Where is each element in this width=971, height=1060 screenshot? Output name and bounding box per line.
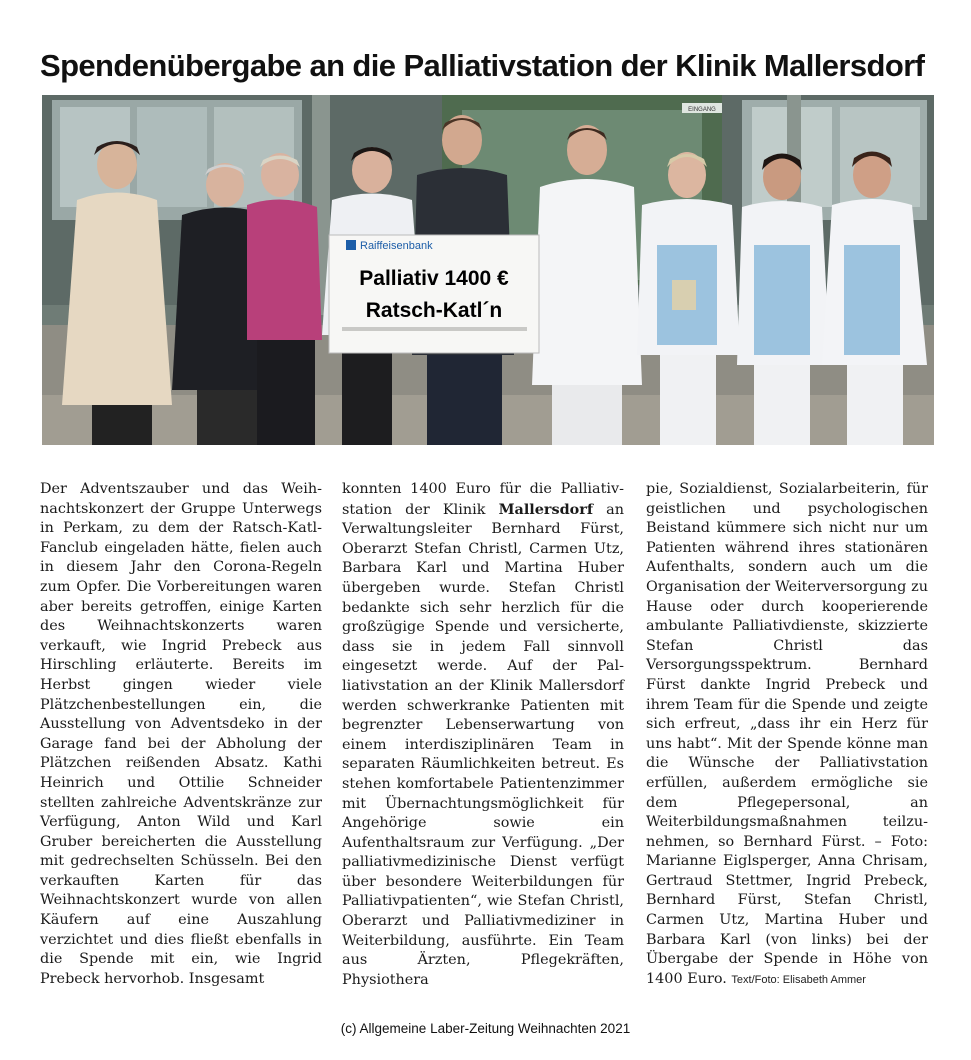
column-3-text: pie, Sozialdienst, Sozialarbeiterin, für geistlichen und psychologischen Beistand kümmere sich nicht nur um Patienten während ihres stationären Aufenthalts, sondern auch um die Organisation der Weiterversorgung zu Hause oder durch kooperierende ambulante Palliativdienste, skizzierte Stefan Christl das Versorgungsspektrum. Bernhard Fürst dankte Ingrid Prebeck und ihrem Team für die Spende und zeigte sich erfreut, „dass ihr ein Herz für uns habt“. Mit der Spende könne man die Wünsche der Palliativstation erfüllen, außerdem ermögliche sie dem Pflegepersonal, an Weiterbildungsmaßnahmen teilzunehmen, so Bernhard Fürst. – Foto: Marianne Eiglsperger, Anna Chrisam, Gertraud Stettmer, Ingrid Prebeck, Bernhard Fürst, Stefan Christl, Carmen Utz, Martina Huber und Barbara Karl (von links) bei der Übergabe der Spende in Höhe von 1400 Euro. Text/Foto: Elisabeth Ammer xyxy=(646,481,928,987)
article-headline: Spendenübergabe an die Palliativstation der Klinik Mallersdorf xyxy=(40,48,925,83)
column-2-text: konnten 1400 Euro für die Palliativstation der Klinik Mallersdorf an Verwaltungsleiter Bernhard Fürst, Oberarzt Stefan Christl, Carmen Utz, Barbara Karl und Martina Huber übergeben wurde. Stefan Christl bedankte sich sehr herzlich für die großzügige Spende und versicherte, dass sie in jedem Fall sinnvoll eingesetzt werde. Auf der Palliativstation an der Klinik Mallersdorf werden schwerkranke Patienten mit begrenzter Lebenserwartung von einem interdisziplinären Team in separaten Räumlichkeiten betreut. Es stehen komfortabele Patientenzimmer mit Übernachtungsmöglichkeit für Angehörige sowie ein Aufenthaltsraum zur Verfügung. „Der palliativmedizinische Dienst verfügt über besondere Weiterbildungen für Palliativpatienten“, wie Stefan Christl, Oberarzt und Palliativmediziner in Weiterbildung, ausführte. Ein Team aus Ärzten, Pflegekräften, Physiothera xyxy=(342,481,624,988)
sign-bank-name: Raiffeisenbank xyxy=(360,240,433,252)
article-body xyxy=(40,480,933,990)
bold-place-name: Mallersdorf xyxy=(498,500,594,518)
sign-line-1: Palliativ 1400 € xyxy=(359,267,509,290)
svg-text:EINGANG: EINGANG xyxy=(688,107,716,113)
article-column-3 xyxy=(646,480,928,990)
copyright-footer: (c) Allgemeine Laber-Zeitung Weihnachten 2021 xyxy=(340,1021,631,1036)
donation-check xyxy=(329,235,539,353)
article-column-1 xyxy=(40,480,322,990)
article-column-2 xyxy=(342,480,624,990)
column-1-text: Der Adventszauber und das Weihnachtskonzert der Gruppe Unterwegs in Perkam, zu dem der Ratsch-Katl-Fanclub eingeladen hätte, fielen auch in diesem Jahr den Corona-Regeln zum Opfer. Die Vorbereitungen waren aber bereits getroffen, einige Karten des Weihnachtskonzerts waren verkauft, wie Ingrid Prebeck aus Hirschling erläuterte. Bereits im Herbst gingen wieder viele Plätzchenbestellungen ein, die Ausstellung von Adventsdeko in der Garage fand bei der Abholung der Plätzchen reißenden Absatz. Kathi Heinrich und Ottilie Schneider stellten zahlreiche Adventskränze zur Verfügung, Anton Wild und Karl Gruber bereicherten die Ausstellung mit gedrechselten Schüsseln. Bei den verkauften Karten für das Weihnachtskonzert wurde von allen Käufern auf eine Auszahlung verzichtet und dies fließt ebenfalls in die Spende mit ein, wie Ingrid Prebeck hervorhob. Insgesamt xyxy=(40,481,322,987)
sign-line-2: Ratsch-Katl´n xyxy=(365,299,503,322)
photo-credit: Text/Foto: Elisabeth Ammer xyxy=(731,973,866,986)
group-photo xyxy=(42,95,934,445)
